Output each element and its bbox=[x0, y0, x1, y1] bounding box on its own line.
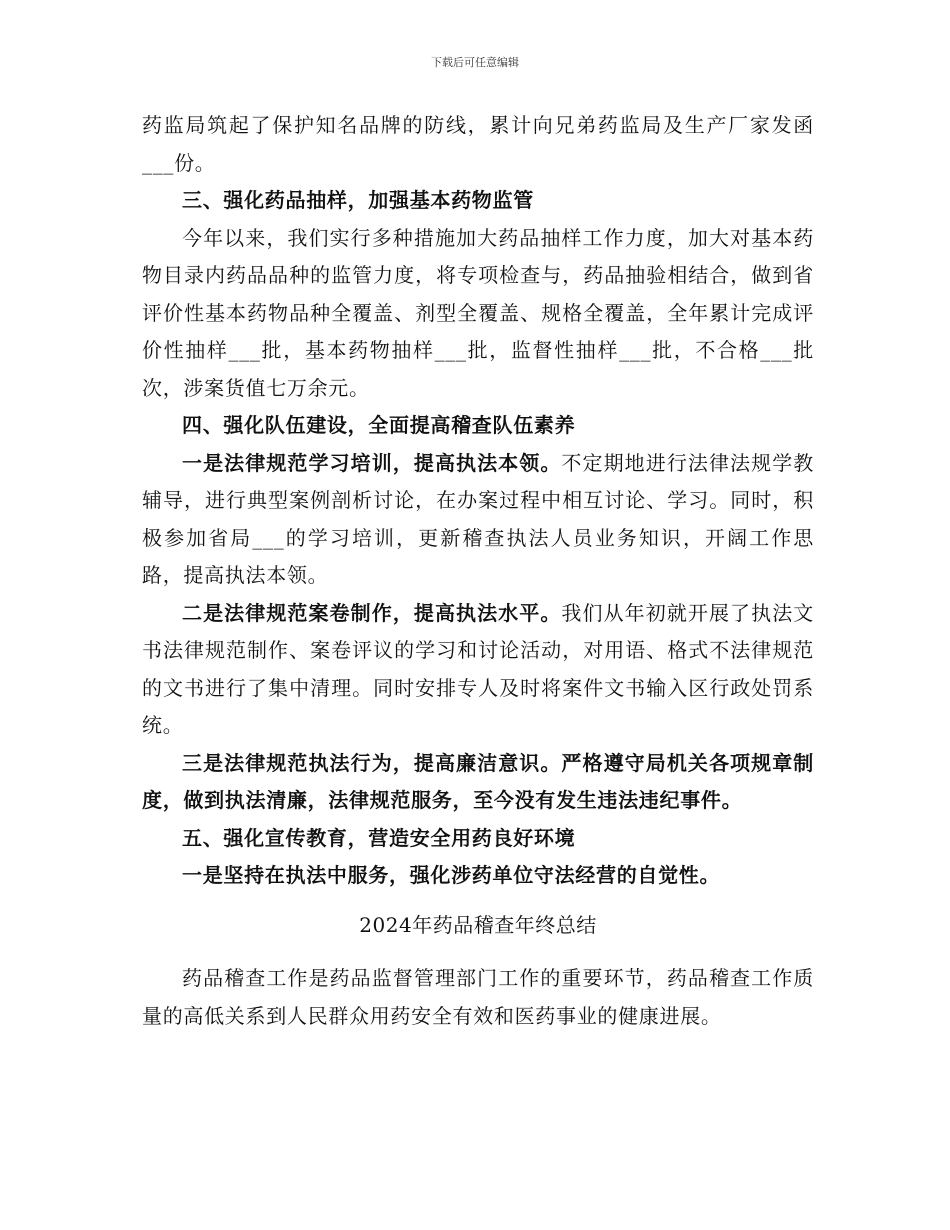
paragraph-training-lead: 一是法律规范学习培训，提高执法本领。 bbox=[182, 450, 562, 475]
paragraph-continued: 药监局筑起了保护知名品牌的防线，累计向兄弟药监局及生产厂家发函___份。 bbox=[142, 113, 814, 175]
paragraph-case-files-text: 我们从年初就开展了执法文书法律规范制作、案卷评议的学习和讨论活动，对用语、格式不法律规范的文书进行了集中清理。同时安排专人及时将案件文书输入区行政处罚系统。 bbox=[142, 600, 814, 737]
paragraph-service: 一是坚持在执法中服务，强化涉药单位守法经营的自觉性。 bbox=[182, 863, 721, 887]
paragraph-case-files bbox=[142, 595, 814, 745]
paragraph-intro: 药品稽查工作是药品监督管理部门工作的重要环节，药品稽查工作质量的高低关系到人民群众用药安全有效和医药事业的健康进展。 bbox=[142, 966, 814, 1028]
paragraph-enforcement: 三是法律规范执法行为，提高廉洁意识。严格遵守局机关各项规章制度，做到执法清廉，法律规范服务，至今没有发生违法违纪事件。 bbox=[142, 750, 814, 812]
document-title: 2024年药品稽查年终总结 bbox=[359, 912, 597, 937]
paragraph-training-text: 不定期地进行法律法规学教辅导，进行典型案例剖析讨论，在办案过程中相互讨论、学习。同时，积极参加省局___的学习培训，更新稽查执法人员业务知识，开阔工作思路，提高执法本领。 bbox=[142, 450, 814, 587]
document-body bbox=[142, 107, 814, 1035]
section-heading-3: 三、强化药品抽样，加强基本药物监管 bbox=[182, 188, 534, 212]
paragraph-training bbox=[142, 445, 814, 595]
page-header: 下载后可任意编辑 bbox=[431, 56, 519, 69]
paragraph-case-files-lead: 二是法律规范案卷制作，提高执法水平。 bbox=[182, 600, 562, 625]
section-heading-5: 五、强化宣传教育，营造安全用药良好环境 bbox=[182, 825, 576, 850]
paragraph-sampling: 今年以来，我们实行多种措施加大药品抽样工作力度，加大对基本药物目录内药品品种的监管力度，将专项检查与，药品抽验相结合，做到省评价性基本药物品种全覆盖、剂型全覆盖、规格全覆盖，全年累计完成评价性抽样___批，基本药物抽样___批，监督性抽样___批，不合格___批次，涉案货值七万余元。 bbox=[142, 225, 814, 400]
section-heading-4: 四、强化队伍建设，全面提高稽查队伍素养 bbox=[182, 413, 576, 437]
